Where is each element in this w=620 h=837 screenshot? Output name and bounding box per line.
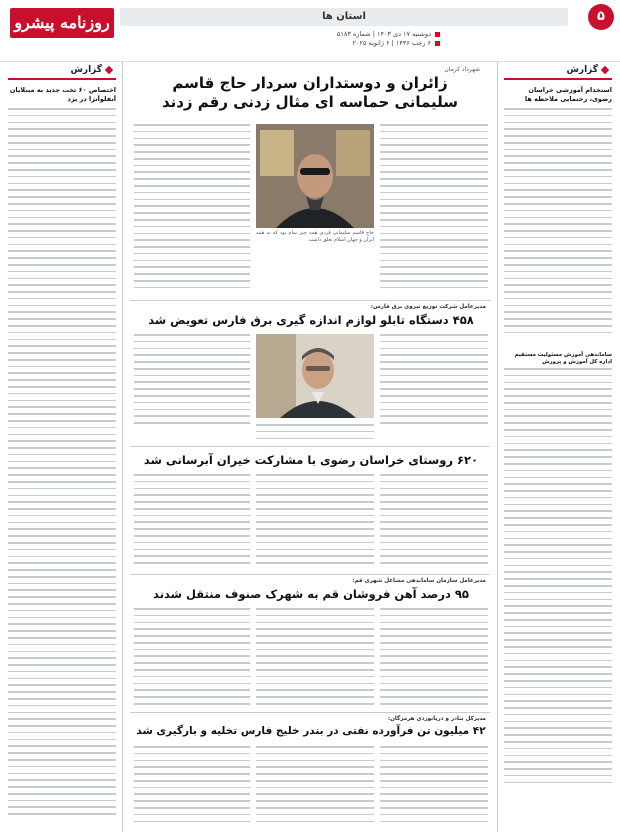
story3-body-right [380,474,488,569]
story4-body-right [380,608,488,710]
section-rule [130,300,490,301]
story2-photo [256,334,374,418]
issue-info [180,30,440,48]
right-column-tag-label: گزارش [566,65,598,75]
masthead [0,0,620,62]
left-column-tag-label: گزارش [70,65,102,75]
story2-headline: ۴۵۸ دستگاه تابلو لوازم اندازه گیری برق فارس تعویض شد [148,313,474,327]
story4-body-center [256,608,374,710]
portrait-image [256,334,374,418]
story3-body-left [134,474,250,569]
lead-body-right [380,124,488,294]
story5-source: مدیرکل بنادر و دریانوردی هرمزگان: [387,716,486,722]
lead-headline: زائران و دوستداران سردار حاج قاسم سلیمانی حماسه ای مثال زدنی رقم زدند [161,74,459,111]
diamond-icon [601,66,609,74]
lead-kicker: شهرداد کرمان [444,66,480,73]
section-rule [130,446,490,447]
lead-body-left [134,124,250,294]
right-column-tag [504,62,612,80]
left-column-tag [8,62,116,80]
diamond-icon [105,66,113,74]
issue-date: دوشنبه ۱۷ دی ۱۴۰۳ | شماره ۵۱۸۳ [336,30,431,38]
section-rule [130,574,490,575]
issue-date-alt: ۶ رجب ۱۴۴۶ | ۶ ژانویه ۲۰۲۵ [352,39,431,47]
lead-photo-caption: حاج قاسم سلیمانی فردی همه چیز تمام بود که به همه ایران و جهان اسلام تعلق داشت [256,230,374,243]
story2-body-center [256,424,374,444]
story3-body-center [256,474,374,569]
story2-body-left [134,334,250,429]
newspaper-logo: روزنامه پیشرو [10,8,114,38]
column-divider [497,62,498,832]
right-column-title: استخدام آموزشی خراسان رضوی، رخنمایی ملاحظه ها [524,86,612,103]
story4-headline: ۹۵ درصد آهن فروشان قم به شهرک صنوف منتقل شدند [153,587,469,601]
right-column-body [504,108,612,339]
section-title: استان ها [322,11,366,22]
story5-body-left [134,746,250,827]
story3-headline: ۶۲۰ روستای خراسان رضوی با مشارکت خیران آبرسانی شد [143,453,479,467]
section-bar [120,8,568,26]
story5-body-center [256,746,374,827]
bullet-icon [435,32,440,37]
story5-headline: ۴۲ میلیون تن فرآورده نفتی در بندر خلیج فارس تخلیه و بارگیری شد [136,725,486,737]
story4-source: مدیرعامل سازمان ساماندهی مشاغل شهری قم: [352,578,486,584]
column-divider [122,62,123,832]
left-column-title: اختصاص ۶۰ تخت جدید به مبتلایان آنفلوآنزا در یزد [9,86,116,103]
story2-body-right [380,334,488,429]
story5-body-right [380,746,488,827]
portrait-image [256,124,374,228]
left-column-body [8,108,116,820]
right-column-body-2 [504,368,612,788]
section-rule [130,712,490,713]
lead-photo [256,124,374,228]
page-number: ۵ [588,4,614,30]
right-column-highlight: ساماندهی آموزش مسئولیت مستقیم اداره کل آموزش و پرورش [514,352,612,365]
bullet-icon [435,41,440,46]
story2-source: مدیرعامل شرکت توزیع نیروی برق فارس: [370,304,486,310]
story4-body-left [134,608,250,710]
